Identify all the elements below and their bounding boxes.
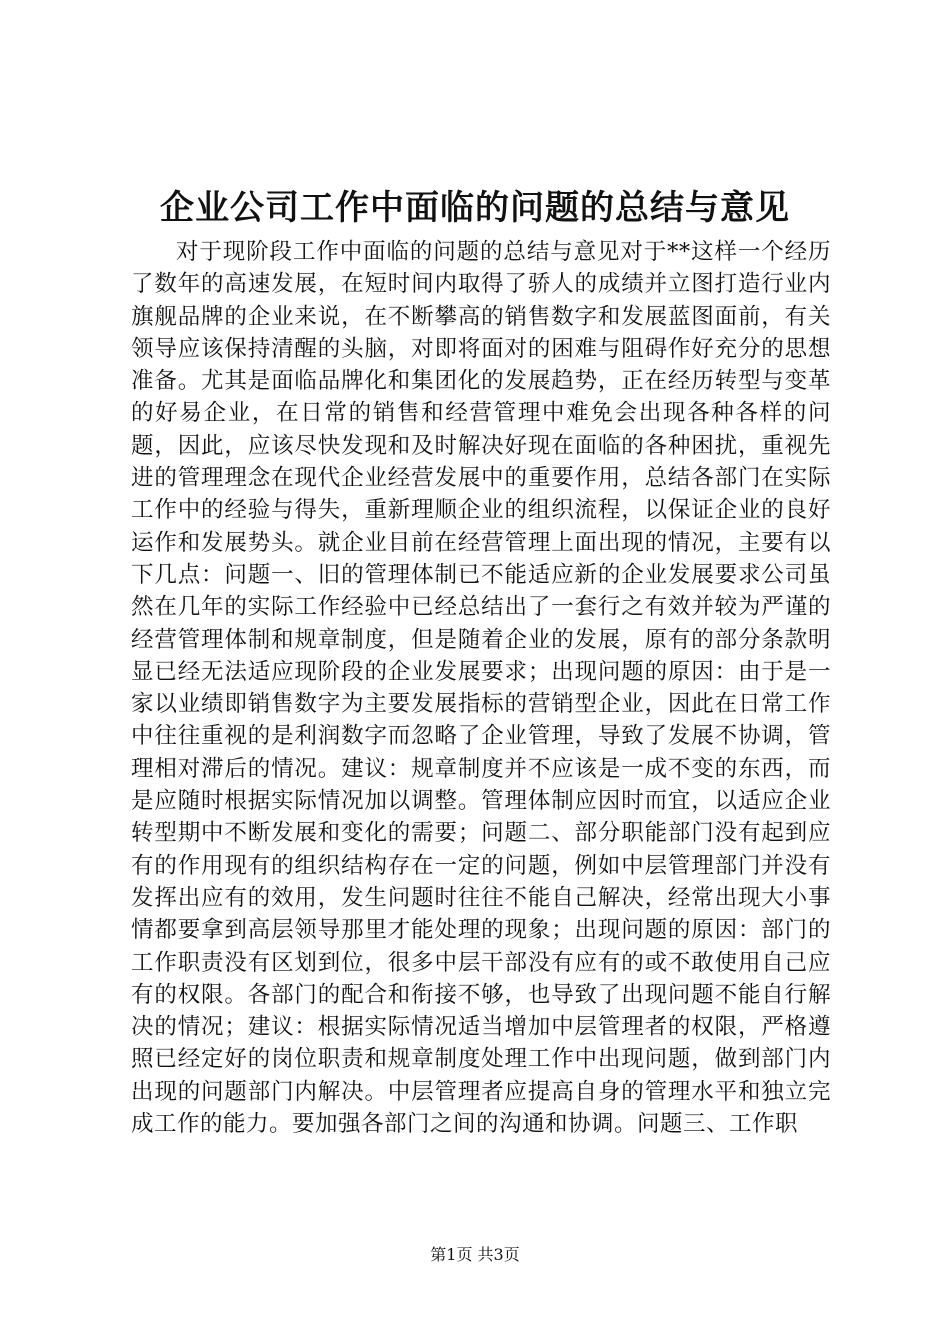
page-number-footer: 第1页 共3页 bbox=[430, 1245, 520, 1264]
document-title: 企业公司工作中面临的问题的总结与意见 bbox=[160, 188, 790, 228]
document-body-paragraph: 对于现阶段工作中面临的问题的总结与意见对于**这样一个经历了数年的高速发展，在短时间内取得了骄人的成绩并立图打造行业内旗舰品牌的企业来说，在不断攀高的销售数字和发展蓝图面前，有关领导应该保持清醒的头脑，对即将面对的困难与阻碍作好充分的思想准备。尤其是面临品牌化和集团化的发展趋势，正在经历转型与变革的好易企业，在日常的销售和经营管理中难免会出现各种各样的问题，因此，应该尽快发现和及时解决好现在面临的各种困扰，重视先进的管理理念在现代企业经营发展中的重要作用，总结各部门在实际工作中的经验与得失，重新理顺企业的组织流程，以保证企业的良好运作和发展势头。就企业目前在经营管理上面出现的情况，主要有以下几点：问题一、旧的管理体制已不能适应新的企业发展要求公司虽然在几年的实际工作经验中已经总结出了一套行之有效并较为严谨的经营管理体制和规章制度，但是随着企业的发展，原有的部分条款明显已经无法适应现阶段的企业发展要求；出现问题的原因：由于是一家以业绩即销售数字为主要发展指标的营销型企业，因此在日常工作中往往重视的是利润数字而忽略了企业管理，导致了发展不协调，管理相对滞后的情况。建议：规章制度并不应该是一成不变的东西，而是应随时根据实际情况加以调整。管理体制应因时而宜，以适应企业转型期中不断发展和变化的需要；问题二、部分职能部门没有起到应有的作用现有的组织结构存在一定的问题，例如中层管理部门并没有发挥出应有的效用，发生问题时往往不能自己解决，经常出现大小事情都要拿到高层领导那里才能处理的现象；出现问题的原因：部门的工作职责没有区划到位，很多中层干部没有应有的或不敢使用自己应有的权限。各部门的配合和衔接不够，也导致了出现问题不能自行解决的情况；建议：根据实际情况适当增加中层管理者的权限，严格遵照已经定好的岗位职责和规章制度处理工作中出现问题，做到部门内出现的问题部门内解决。中层管理者应提高自身的管理水平和独立完成工作的能力。要加强各部门之间的沟通和协调。问题三、工作职 bbox=[131, 239, 831, 1138]
